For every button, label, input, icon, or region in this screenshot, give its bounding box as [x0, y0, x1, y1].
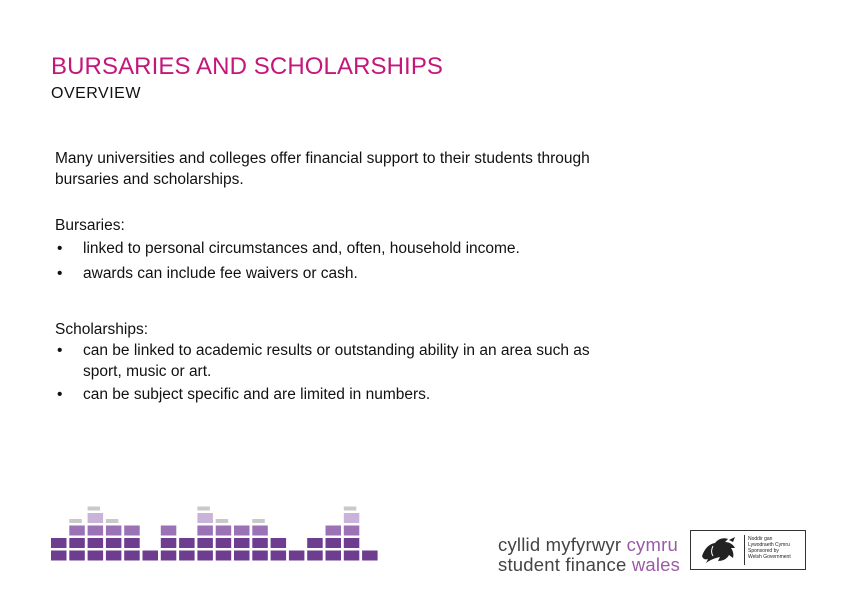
sfw-welsh-line — [498, 535, 680, 555]
logo-bar — [161, 538, 177, 548]
bullet-glyph: • — [57, 342, 63, 359]
list-item — [55, 263, 635, 284]
list-item — [55, 238, 635, 259]
logo-bar — [179, 551, 195, 561]
bursaries-list — [55, 238, 635, 288]
logo-bar — [252, 538, 267, 548]
sfw-welsh-text: cyllid myfyrwyr — [498, 534, 627, 555]
logo-divider — [744, 535, 745, 565]
logo-bar — [326, 551, 342, 561]
bullet-glyph: • — [57, 240, 63, 257]
logo-bar — [344, 507, 357, 511]
intro-paragraph: Many universities and colleges offer financial support to their students through bursaries and scholarships. — [55, 150, 590, 188]
list-item — [55, 384, 625, 405]
logo-bar — [197, 507, 210, 511]
logo-bar — [179, 538, 195, 548]
logo-bar — [216, 519, 229, 523]
logo-bar — [197, 513, 213, 523]
logo-bar — [88, 551, 104, 561]
logo-bar — [88, 513, 104, 523]
logo-bar — [88, 507, 101, 511]
logo-bar — [344, 538, 360, 548]
logo-bar — [252, 526, 267, 536]
logo-bar — [252, 551, 267, 561]
logo-bar — [271, 538, 287, 548]
bursaries-heading: Bursaries: — [55, 217, 125, 234]
logo-bar — [344, 551, 360, 561]
sfw-english-line — [498, 555, 680, 575]
logo-bar — [289, 551, 305, 561]
logo-bar — [69, 538, 85, 548]
logo-bar — [124, 551, 140, 561]
logo-bar — [51, 538, 67, 548]
sfw-welsh-accent: cymru — [626, 534, 678, 555]
logo-bar — [252, 519, 264, 523]
gov-text-line: Lywodraeth Cymru — [748, 542, 790, 548]
list-item — [55, 340, 625, 382]
logo-bar — [307, 538, 323, 548]
logo-bar — [197, 538, 213, 548]
gov-text-line: Welsh Government — [748, 554, 791, 560]
slide-subtitle: OVERVIEW — [51, 85, 141, 102]
logo-bar — [344, 526, 360, 536]
welsh-government-logo — [690, 530, 806, 570]
logo-bar — [216, 526, 232, 536]
bullet-glyph: • — [57, 386, 63, 403]
logo-bar — [362, 551, 378, 561]
welsh-dragon-icon — [699, 534, 741, 566]
logo-bar — [51, 551, 67, 561]
list-item-text: linked to personal circumstances and, often, household income. — [83, 240, 520, 257]
logo-bar — [216, 551, 232, 561]
sfw-english-accent: wales — [631, 554, 681, 575]
logo-bar — [216, 538, 232, 548]
list-item-text: awards can include fee waivers or cash. — [83, 265, 358, 282]
slide-title: BURSARIES AND SCHOLARSHIPS — [51, 53, 444, 80]
logo-bar — [307, 551, 323, 561]
logo-bar — [88, 538, 104, 548]
logo-bar — [234, 551, 250, 561]
logo-bar — [88, 526, 104, 536]
logo-bar — [234, 538, 250, 548]
logo-bar — [326, 526, 342, 536]
scholarships-heading: Scholarships: — [55, 321, 149, 338]
logo-bar — [106, 551, 122, 561]
gov-logo-text — [748, 536, 804, 560]
sfw-english-text: student finance — [498, 554, 632, 575]
logo-bar — [69, 519, 82, 523]
list-item-text: can be subject specific and are limited in numbers. — [83, 386, 431, 403]
logo-bar — [106, 526, 122, 536]
logo-bar — [234, 526, 250, 536]
logo-bar — [161, 551, 177, 561]
list-item-text: can be linked to academic results or outstanding ability in an area such as sport, music or art. — [83, 342, 590, 380]
logo-bar — [124, 526, 140, 536]
logo-bar — [124, 538, 140, 548]
gov-text-line: Sponsored by — [748, 548, 779, 554]
logo-bar — [106, 519, 119, 523]
logo-bar — [69, 526, 85, 536]
logo-bar — [106, 538, 122, 548]
logo-bar — [197, 526, 213, 536]
logo-bar — [197, 551, 213, 561]
equalizer-bars-logo — [51, 495, 391, 567]
logo-bar — [326, 538, 342, 548]
scholarships-list — [55, 340, 625, 407]
bullet-glyph: • — [57, 265, 63, 282]
student-finance-wales-logo — [498, 535, 680, 575]
logo-bar — [161, 526, 177, 536]
logo-bar — [344, 513, 360, 523]
logo-bar — [271, 551, 287, 561]
logo-bar — [69, 551, 85, 561]
gov-text-line: Noddir gan — [748, 536, 773, 542]
logo-bar — [143, 551, 159, 561]
